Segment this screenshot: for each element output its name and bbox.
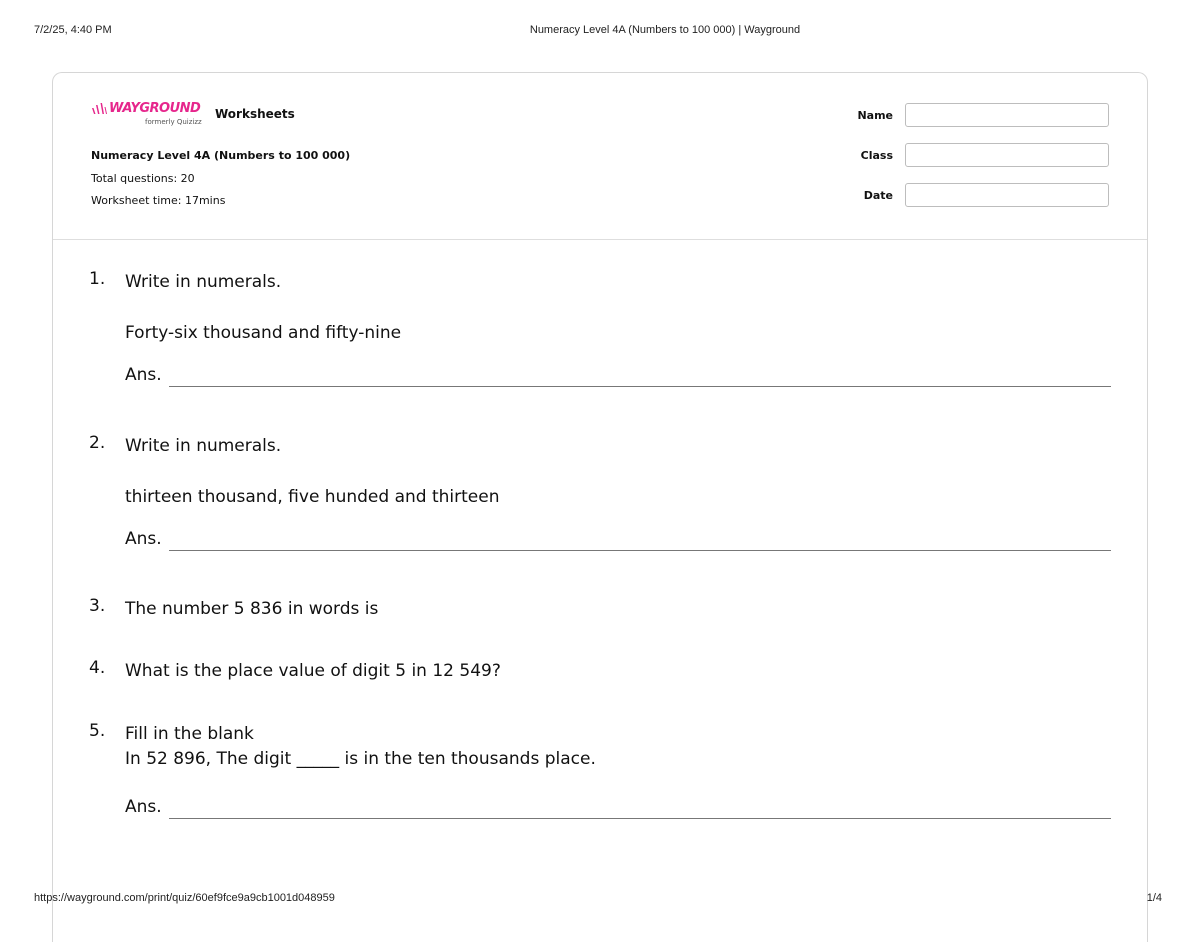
- question-number: 4.: [89, 658, 106, 678]
- wayground-logo-icon: [91, 103, 107, 115]
- name-label: Name: [857, 109, 893, 122]
- print-url: https://wayground.com/print/quiz/60ef9fce9a9cb1001d048959: [34, 892, 335, 904]
- question-number: 3.: [89, 596, 106, 616]
- answer-line[interactable]: [169, 386, 1111, 387]
- answer-line[interactable]: [169, 550, 1111, 551]
- question-number: 2.: [89, 433, 106, 453]
- print-page-title: Numeracy Level 4A (Numbers to 100 000) | Wayground: [529, 24, 801, 36]
- print-datetime: 7/2/25, 4:40 PM: [34, 24, 112, 36]
- question-subtext: In 52 896, The digit _____ is in the ten thousands place.: [125, 749, 596, 769]
- question-text: What is the place value of digit 5 in 12 549?: [125, 661, 501, 681]
- question-text: Write in numerals.: [125, 436, 282, 456]
- answer-row: [125, 797, 1111, 819]
- class-field[interactable]: [905, 143, 1109, 167]
- total-questions: Total questions: 20: [91, 172, 195, 185]
- date-field[interactable]: [905, 183, 1109, 207]
- worksheet-title: Numeracy Level 4A (Numbers to 100 000): [91, 149, 351, 162]
- question-number: 5.: [89, 721, 106, 741]
- answer-line[interactable]: [169, 818, 1111, 819]
- answer-label: Ans.: [125, 529, 162, 549]
- wayground-logo: [91, 101, 211, 131]
- brand-name: WAYGROUND: [109, 101, 201, 116]
- answer-row: [125, 365, 1111, 387]
- class-label: Class: [860, 149, 893, 162]
- print-page-number: 1/4: [1146, 892, 1162, 904]
- worksheet-time: Worksheet time: 17mins: [91, 194, 226, 207]
- answer-label: Ans.: [125, 797, 162, 817]
- section-label: Worksheets: [215, 107, 295, 121]
- question-number: 1.: [89, 269, 106, 289]
- question-subtext: Forty-six thousand and fifty-nine: [125, 323, 402, 343]
- question-text: Write in numerals.: [125, 272, 282, 292]
- brand-tagline: formerly Quizizz: [145, 118, 202, 126]
- question-text: Fill in the blank: [125, 724, 254, 744]
- question-text: The number 5 836 in words is: [125, 599, 379, 619]
- worksheet-header: [53, 73, 1147, 240]
- question-subtext: thirteen thousand, five hunded and thirteen: [125, 487, 500, 507]
- name-field[interactable]: [905, 103, 1109, 127]
- worksheet-sheet: [52, 72, 1148, 942]
- answer-row: [125, 529, 1111, 551]
- date-label: Date: [863, 189, 893, 202]
- answer-label: Ans.: [125, 365, 162, 385]
